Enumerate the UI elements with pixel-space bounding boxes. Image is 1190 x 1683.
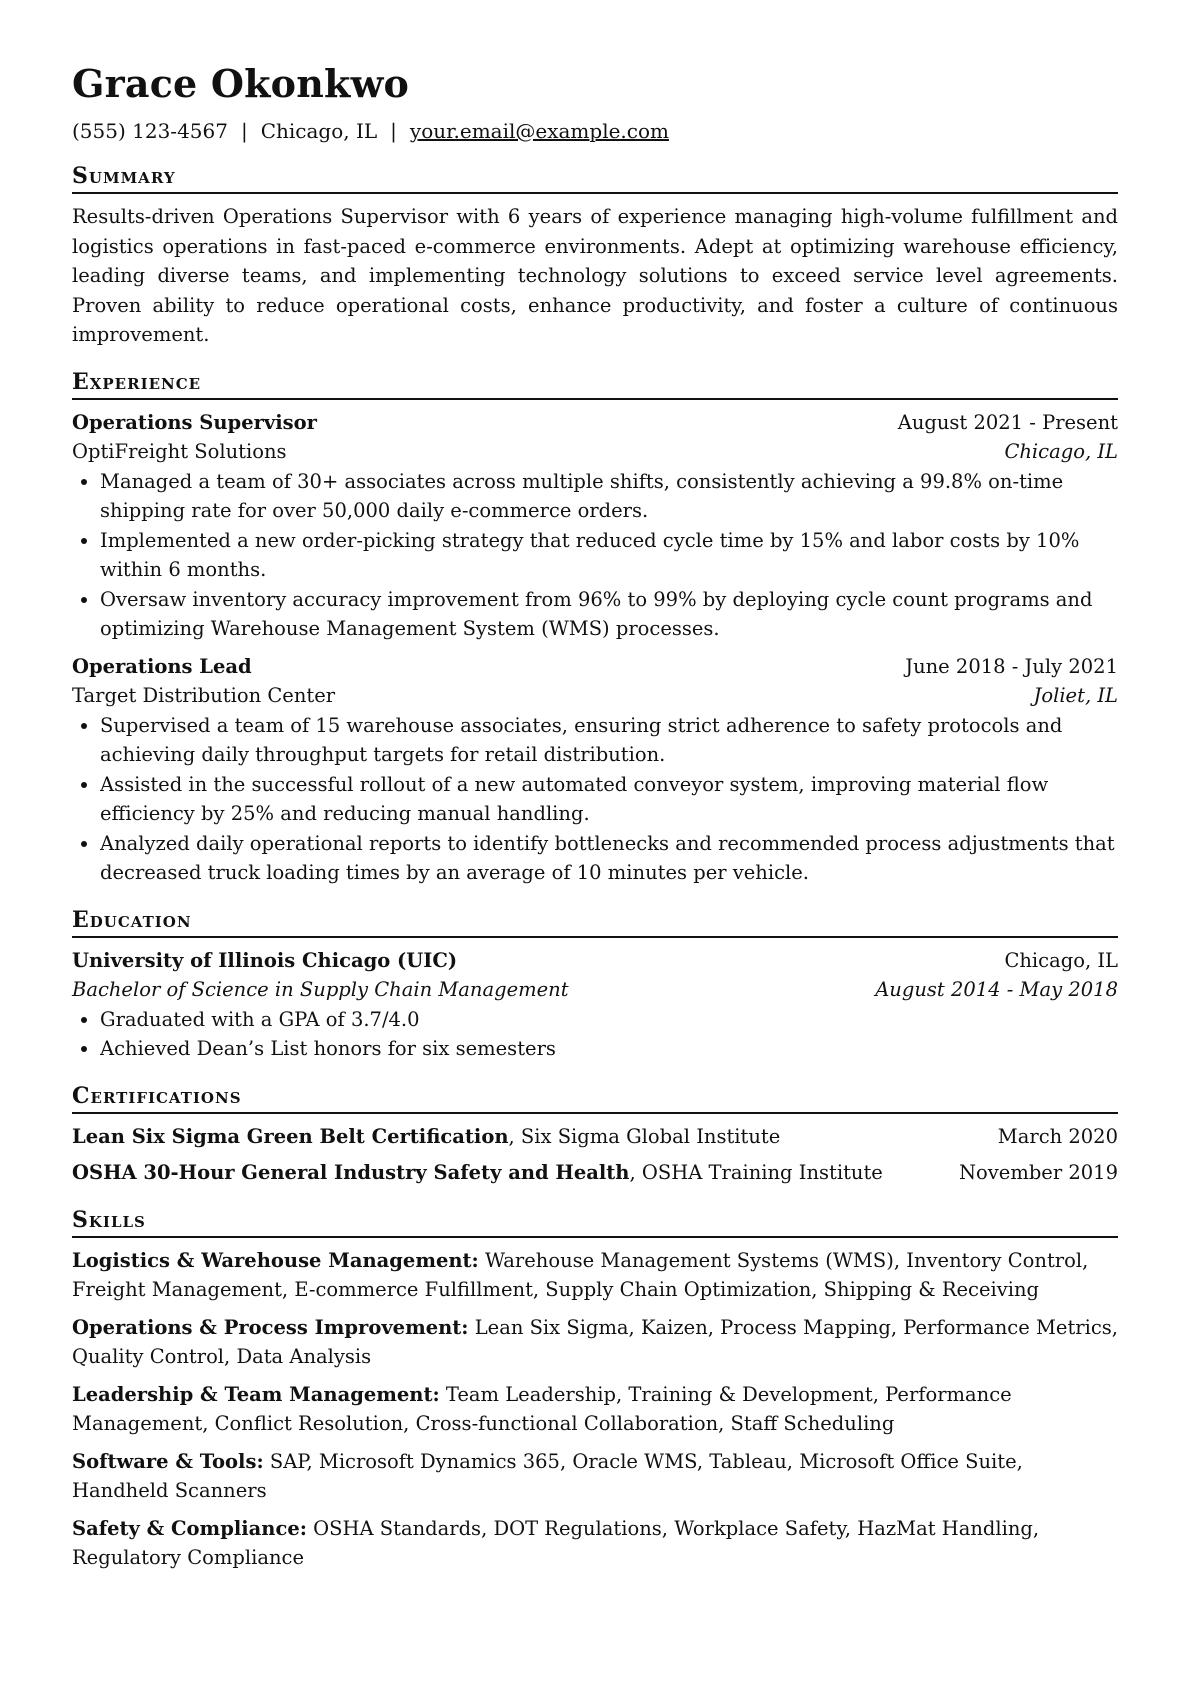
skill-label: Safety & Compliance: xyxy=(72,1516,307,1540)
school-location: Chicago, IL xyxy=(1004,948,1118,972)
job-bullet: • Supervised a team of 15 warehouse associates, ensuring strict adherence to safety protocols and achieving daily throughput targets for retail distribution. xyxy=(100,711,1118,770)
experience-heading: Experience xyxy=(72,368,1118,400)
contact-separator: | xyxy=(390,119,397,143)
certification-issuer: , OSHA Training Institute xyxy=(629,1161,883,1184)
certification-date: March 2020 xyxy=(997,1124,1118,1148)
certification-date: November 2019 xyxy=(958,1161,1118,1184)
education-bullets xyxy=(72,1005,1118,1064)
skill-label: Operations & Process Improvement: xyxy=(72,1315,469,1339)
contact-separator: | xyxy=(240,119,248,143)
contact-email-link[interactable]: your.email@example.com xyxy=(409,119,669,143)
certification-item xyxy=(72,1158,1118,1188)
education-bullet: • Graduated with a GPA of 3.7/4.0 xyxy=(100,1005,1118,1035)
skill-values: Warehouse Management Systems (WMS), Inventory Control, Freight Management, E-commerce Fulfillment, Supply Chain Optimization, Shipping & Receiving xyxy=(72,1248,1089,1301)
job-role: Operations Lead xyxy=(72,654,252,678)
job-bullet: • Assisted in the successful rollout of a new automated conveyor system, improving material flow efficiency by 25% and reducing manual handling. xyxy=(100,770,1118,829)
skill-group xyxy=(72,1380,1118,1439)
skill-group xyxy=(72,1313,1118,1372)
job-dates: August 2021 - Present xyxy=(897,410,1118,434)
skill-values: Team Leadership, Training & Development, Performance Management, Conflict Resolution, Cross-functional Collaboration, Staff Scheduling xyxy=(72,1382,1012,1435)
skill-values: Lean Six Sigma, Kaizen, Process Mapping, Performance Metrics, Quality Control, Data Analysis xyxy=(72,1315,1118,1368)
job-location: Joliet, IL xyxy=(1033,684,1118,707)
job-company: Target Distribution Center xyxy=(72,684,336,707)
education-dates: August 2014 - May 2018 xyxy=(875,978,1118,1001)
candidate-name: Grace Okonkwo xyxy=(72,61,410,106)
certifications-heading: Certifications xyxy=(72,1082,1118,1114)
school-name: University of Illinois Chicago (UIC) xyxy=(72,948,458,972)
job-bullet: • Managed a team of 30+ associates across multiple shifts, consistently achieving a 99.8% on-time shipping rate for over 50,000 daily e-commerce orders. xyxy=(100,467,1118,526)
skill-label: Logistics & Warehouse Management: xyxy=(72,1248,479,1272)
education-entry xyxy=(72,946,1118,1064)
skill-label: Software & Tools: xyxy=(72,1449,264,1473)
contact-phone: (555) 123-4567 xyxy=(72,119,228,143)
skill-label: Leadership & Team Management: xyxy=(72,1382,440,1406)
job-bullet: • Oversaw inventory accuracy improvement from 96% to 99% by deploying cycle count programs and optimizing Warehouse Management System (WMS) processes. xyxy=(100,585,1118,644)
job-bullet: • Implemented a new order-picking strategy that reduced cycle time by 15% and labor costs by 10% within 6 months. xyxy=(100,526,1118,585)
certification-name: OSHA 30-Hour General Industry Safety and Health xyxy=(72,1161,630,1184)
certification-issuer: , Six Sigma Global Institute xyxy=(508,1124,781,1148)
skill-values: OSHA Standards, DOT Regulations, Workplace Safety, HazMat Handling, Regulatory Compliance xyxy=(72,1516,1040,1569)
job-bullets xyxy=(72,467,1118,644)
skill-group xyxy=(72,1447,1118,1506)
degree: Bachelor of Science in Supply Chain Management xyxy=(72,978,569,1001)
certification-item xyxy=(72,1122,1118,1152)
contact-location: Chicago, IL xyxy=(260,119,378,143)
job-role: Operations Supervisor xyxy=(72,410,317,434)
certification-name: Lean Six Sigma Green Belt Certification xyxy=(72,1124,509,1148)
job-entry xyxy=(72,652,1118,888)
job-entry xyxy=(72,408,1118,644)
skill-group xyxy=(72,1514,1118,1573)
education-heading: Education xyxy=(72,906,1118,938)
contact-line xyxy=(72,118,1118,144)
summary-heading: Summary xyxy=(72,162,1118,194)
summary-text: Results-driven Operations Supervisor with 6 years of experience managing high-volume fulfillment and logistics operations in fast-paced e-commerce environments. Adept at optimizing warehouse efficiency, leading diverse teams, and implementing technology solutions to exceed service level agreements. Proven ability to reduce operational costs, enhance productivity, and foster a culture of continuous improvement. xyxy=(72,205,1118,346)
skill-group xyxy=(72,1246,1118,1305)
education-bullet: • Achieved Dean’s List honors for six semesters xyxy=(100,1034,1118,1064)
job-bullets xyxy=(72,711,1118,888)
job-bullet: • Analyzed daily operational reports to identify bottlenecks and recommended process adjustments that decreased truck loading times by an average of 10 minutes per vehicle. xyxy=(100,829,1118,888)
skills-heading: Skills xyxy=(72,1206,1118,1238)
job-location: Chicago, IL xyxy=(1004,440,1118,463)
skill-values: SAP, Microsoft Dynamics 365, Oracle WMS, Tableau, Microsoft Office Suite, Handheld Scanners xyxy=(72,1449,1023,1502)
job-dates: June 2018 - July 2021 xyxy=(905,654,1118,678)
job-company: OptiFreight Solutions xyxy=(72,440,287,463)
